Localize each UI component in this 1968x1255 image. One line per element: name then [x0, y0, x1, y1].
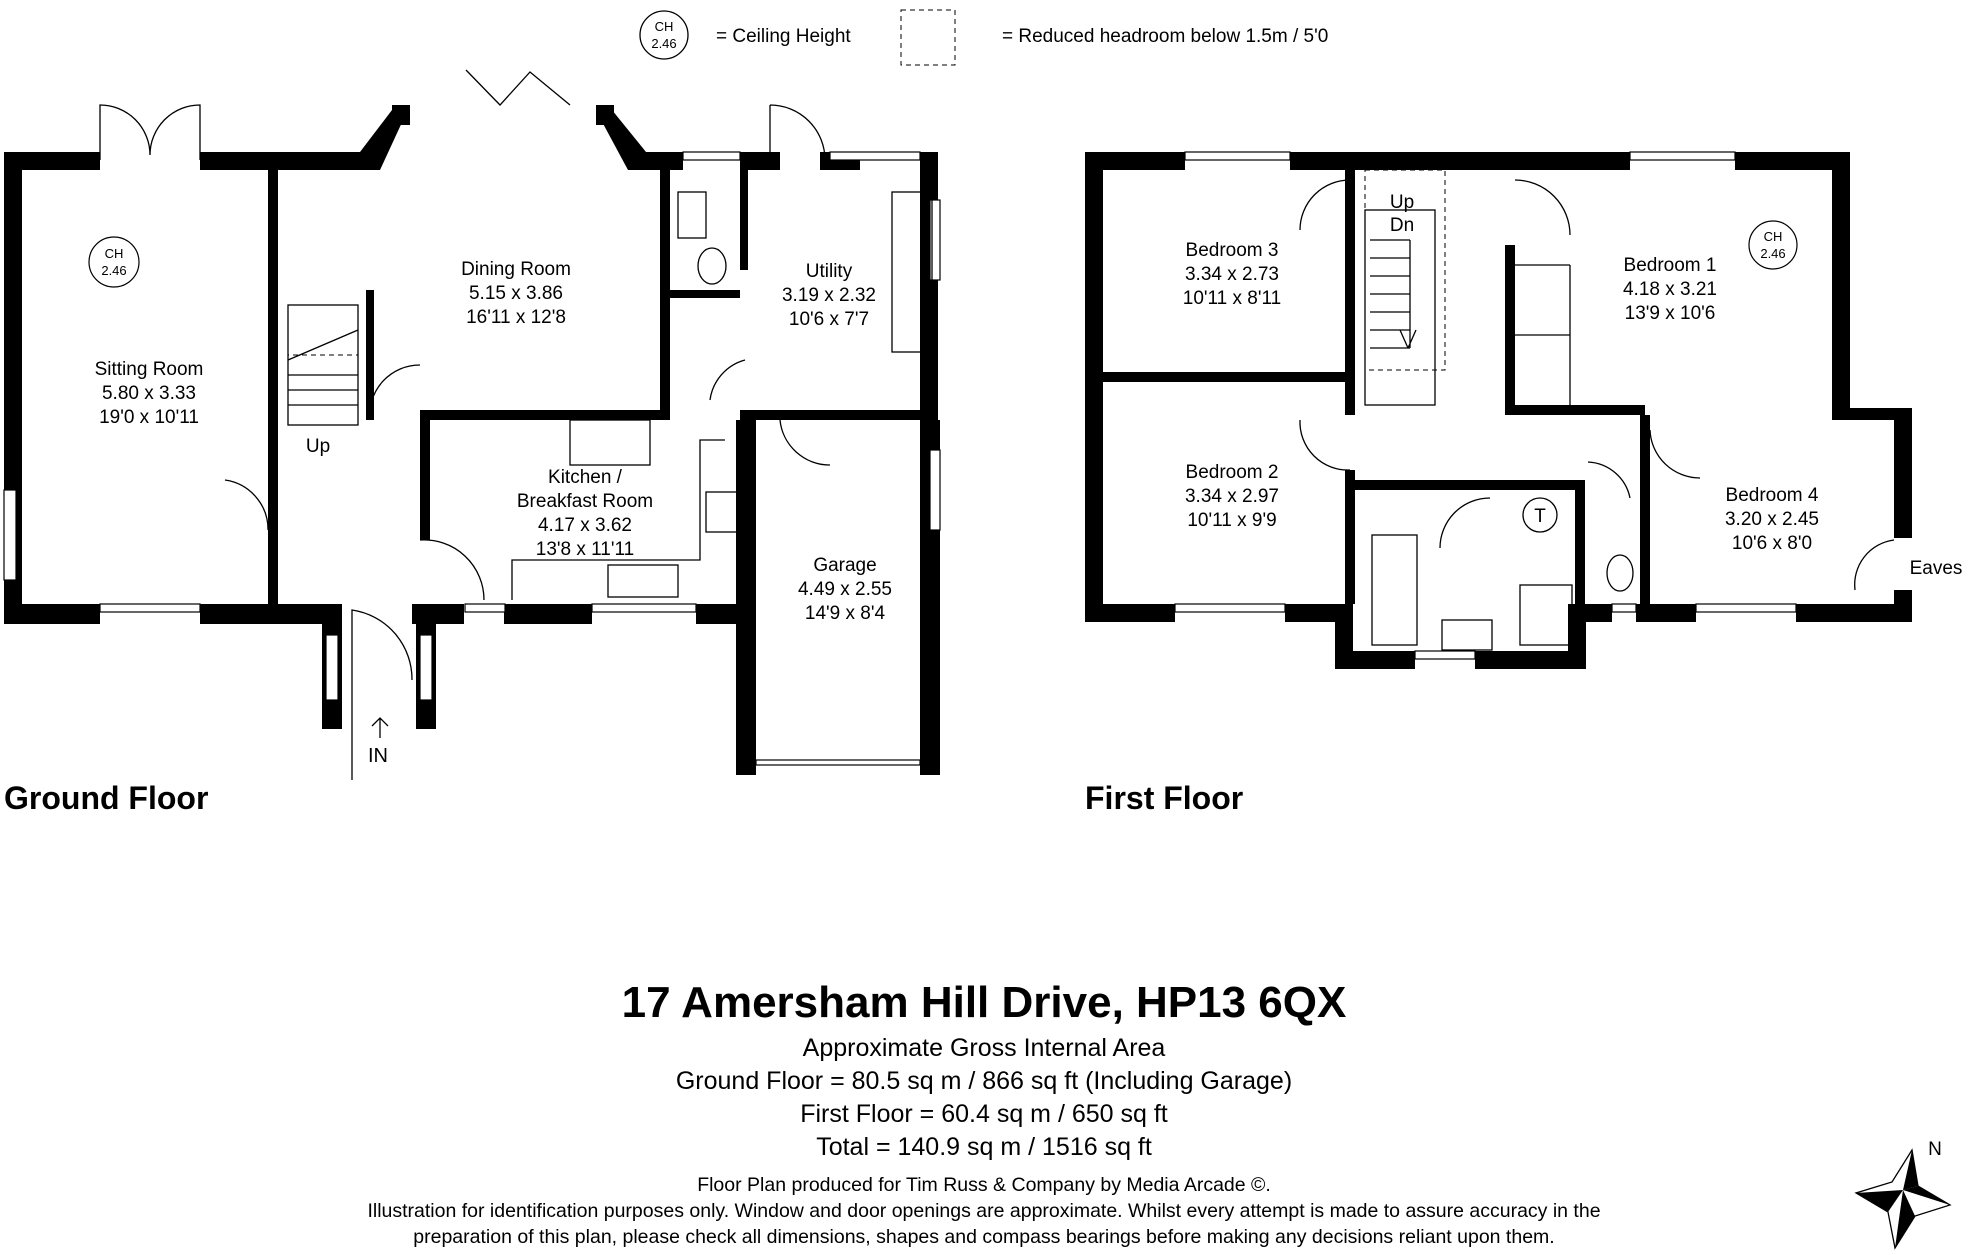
room-imperial: 10'11 x 8'11	[1182, 288, 1282, 309]
gf-basin	[678, 192, 706, 238]
dining-bifold-doors	[466, 70, 570, 105]
ff-wall-south-3	[1586, 604, 1612, 622]
wc-window-ff	[1612, 604, 1636, 612]
gf-int-wall-stairs	[366, 290, 374, 420]
ff-wall-south-5	[1796, 604, 1912, 622]
room-metric: 3.34 x 2.73	[1184, 264, 1280, 285]
kitchen-window-1	[465, 604, 505, 612]
room-metric: 4.49 x 2.55	[797, 579, 893, 600]
legend-ch-label: = Ceiling Height	[716, 26, 851, 47]
ff-int-wall-bed1-south	[1505, 405, 1645, 415]
legend	[640, 10, 1328, 65]
ff-up-label: Up	[1389, 192, 1415, 213]
disclaimer-line-2: preparation of this plan, please check all dimensions, shapes and compass bearings before making any decisions reliant upon them.	[413, 1226, 1555, 1248]
gf-door-sitting	[225, 480, 268, 530]
first-floor-title: First Floor	[1085, 780, 1244, 816]
legend-ch-bottom: 2.46	[651, 36, 677, 51]
ff-bath-wall-south-2	[1475, 651, 1575, 669]
first-floor-plan	[1085, 152, 1962, 816]
compass-north-label: N	[1928, 1139, 1942, 1160]
tank-label: T	[1534, 506, 1546, 527]
room-metric: 5.80 x 3.33	[101, 383, 197, 404]
produced-by: Floor Plan produced for Tim Russ & Company by Media Arcade ©.	[697, 1174, 1271, 1196]
wc-window	[683, 152, 740, 160]
room-imperial: 10'6 x 7'7	[788, 309, 870, 330]
gf-door-kitchen	[420, 540, 484, 600]
utility-door	[770, 105, 825, 160]
bed1-wardrobes	[1515, 265, 1570, 405]
bed1-window	[1630, 152, 1735, 160]
room-metric: 4.18 x 3.21	[1622, 279, 1718, 300]
room-name: Sitting Room	[94, 359, 204, 380]
room-imperial: 10'11 x 9'9	[1187, 510, 1277, 531]
ff-wall-east	[1832, 152, 1850, 417]
gf-door-stairs	[370, 365, 420, 420]
total-area: Total = 140.9 sq m / 1516 sq ft	[816, 1133, 1152, 1161]
gf-bay-post-right	[596, 105, 614, 125]
gf-int-wall-sitting	[268, 170, 278, 604]
gf-stairs-up-label: Up	[305, 436, 331, 457]
ff-int-wall-bed3-east	[1345, 170, 1355, 415]
room-label-kitchen	[517, 467, 653, 560]
gf-stair-treads	[288, 330, 358, 405]
ff-stairs	[1365, 210, 1435, 405]
room-name: Bedroom 4	[1725, 485, 1819, 506]
garage-door	[756, 760, 920, 765]
shower	[1520, 585, 1572, 645]
kitchen-hob	[706, 492, 740, 532]
ff-toilet	[1607, 555, 1633, 591]
ff-door-bed4	[1650, 430, 1700, 478]
gf-int-wall-utility	[740, 160, 748, 270]
ff-wall-south-4	[1636, 604, 1696, 622]
bed3-window	[1185, 152, 1290, 160]
ff-bath-wall-south-1	[1335, 651, 1415, 669]
property-address: 17 Amersham Hill Drive, HP13 6QX	[621, 978, 1347, 1027]
entrance-arrow-icon	[372, 718, 388, 738]
legend-ch-top: CH	[654, 19, 674, 34]
room-name-2: Breakfast Room	[516, 491, 654, 512]
bath-tub	[1372, 535, 1417, 645]
ff-wall-west	[1085, 152, 1103, 622]
utility-window-north	[830, 152, 920, 160]
ff-ch-bottom: 2.46	[1760, 246, 1786, 261]
room-label-garage	[798, 555, 892, 624]
area-heading: Approximate Gross Internal Area	[802, 1034, 1166, 1062]
ff-int-wall-bed4-west	[1640, 415, 1650, 605]
room-imperial: 10'6 x 8'0	[1731, 533, 1813, 554]
legend-reduced-label: = Reduced headroom below 1.5m / 5'0	[1002, 26, 1329, 47]
bed4-window	[1696, 604, 1796, 612]
ground-floor-area: Ground Floor = 80.5 sq m / 866 sq ft (Including Garage)	[675, 1067, 1293, 1095]
ff-stair-treads	[1370, 240, 1416, 348]
sitting-window-south	[100, 604, 200, 612]
room-label-sitting	[95, 359, 204, 428]
ff-int-wall-bath-north	[1355, 480, 1585, 490]
room-imperial: 13'8 x 11'11	[535, 539, 635, 560]
kitchen-sink	[608, 565, 678, 597]
ground-floor-plan	[4, 70, 940, 816]
garage-window-east	[930, 450, 940, 530]
ff-door-bath	[1440, 498, 1490, 548]
gf-int-wall-kitchen-west	[420, 420, 430, 540]
room-imperial: 14'9 x 8'4	[804, 603, 886, 624]
room-imperial: 13'9 x 10'6	[1624, 303, 1716, 324]
room-label-bedroom-4	[1725, 485, 1819, 554]
porch-window-right	[420, 635, 432, 700]
porch-window-left	[326, 635, 338, 700]
gf-wall-north-2	[200, 152, 380, 170]
room-name: Utility	[805, 261, 853, 282]
room-name: Garage	[813, 555, 877, 576]
room-name: Bedroom 1	[1623, 255, 1717, 276]
sitting-window-west	[4, 490, 16, 580]
ff-wall-north-1	[1085, 152, 1185, 170]
room-metric: 4.17 x 3.62	[537, 515, 633, 536]
ff-wall-south-1	[1085, 604, 1175, 622]
gf-ceiling-height-marker	[89, 237, 139, 287]
ff-door-bed2	[1300, 420, 1350, 470]
ff-door-bed1	[1515, 180, 1570, 235]
area-summary	[0, 1032, 1968, 1164]
bathroom-window	[1415, 651, 1475, 659]
ff-wall-east-2	[1894, 408, 1912, 538]
room-label-dining	[461, 259, 571, 328]
eaves-door	[1855, 540, 1894, 590]
footer	[0, 1172, 1968, 1250]
room-label-utility	[782, 261, 876, 330]
gf-stairs	[288, 305, 358, 425]
gf-int-wall-wc	[670, 290, 740, 298]
bed2-window	[1175, 604, 1285, 612]
gf-int-wall-utility-south	[740, 410, 936, 420]
entrance-in-label: IN	[368, 745, 388, 767]
gf-door-utility	[710, 360, 745, 400]
room-metric: 3.19 x 2.32	[781, 285, 877, 306]
room-imperial: 19'0 x 10'11	[99, 407, 199, 428]
room-name: Kitchen /	[548, 467, 622, 488]
gf-int-wall-dining-east	[660, 160, 670, 415]
room-name: Bedroom 2	[1185, 462, 1279, 483]
room-metric: 5.15 x 3.86	[468, 283, 564, 304]
ff-dn-label: Dn	[1389, 215, 1415, 236]
bath-basin	[1442, 620, 1492, 650]
ff-door-bed3	[1300, 180, 1350, 230]
disclaimer-line-1: Illustration for identification purposes only. Window and door openings are approximate. Whilst every attempt is made to assure accuracy in the	[367, 1200, 1601, 1222]
gf-door-garage	[780, 420, 830, 465]
gf-ch-bottom: 2.46	[101, 263, 127, 278]
reduced-headroom-symbol	[901, 10, 955, 65]
gf-wall-north-1	[4, 152, 100, 170]
gf-reduced-headroom	[288, 305, 358, 355]
ff-int-wall-bed2-east	[1345, 470, 1355, 604]
kitchen-hood	[570, 420, 650, 465]
kitchen-window-2	[592, 604, 696, 612]
room-name: Dining Room	[461, 259, 571, 280]
eaves-label: Eaves	[1909, 558, 1963, 579]
room-label-bedroom-3	[1183, 240, 1281, 309]
room-metric: 3.20 x 2.45	[1724, 509, 1820, 530]
ff-ch-top: CH	[1763, 229, 1783, 244]
sitting-french-doors	[100, 105, 200, 160]
room-label-bedroom-2	[1185, 462, 1279, 531]
room-label-bedroom-1	[1623, 255, 1717, 324]
ff-int-wall-bath-east	[1575, 480, 1585, 604]
ff-bath-wall-east	[1568, 604, 1586, 669]
gf-wall-south-1	[4, 604, 100, 624]
room-name: Bedroom 3	[1185, 240, 1279, 261]
room-metric: 3.34 x 2.97	[1184, 486, 1280, 507]
gf-garage-wall-west	[736, 420, 756, 775]
ff-door-wc	[1588, 462, 1630, 498]
room-imperial: 16'11 x 12'8	[466, 307, 566, 328]
gf-toilet	[698, 248, 726, 284]
ff-wall-north-2	[1290, 152, 1630, 170]
gf-wall-south-2	[200, 604, 326, 624]
first-floor-area: First Floor = 60.4 sq m / 650 sq ft	[800, 1100, 1168, 1128]
ff-int-wall-bed1-west	[1505, 245, 1515, 415]
gf-bay-post-left	[392, 105, 410, 125]
ff-int-wall-bed3-bed2	[1103, 372, 1353, 382]
gf-wall-south-4	[504, 604, 592, 624]
gf-int-wall-dining-south	[420, 410, 670, 420]
ground-floor-title: Ground Floor	[4, 780, 209, 816]
gf-ch-top: CH	[104, 246, 124, 261]
